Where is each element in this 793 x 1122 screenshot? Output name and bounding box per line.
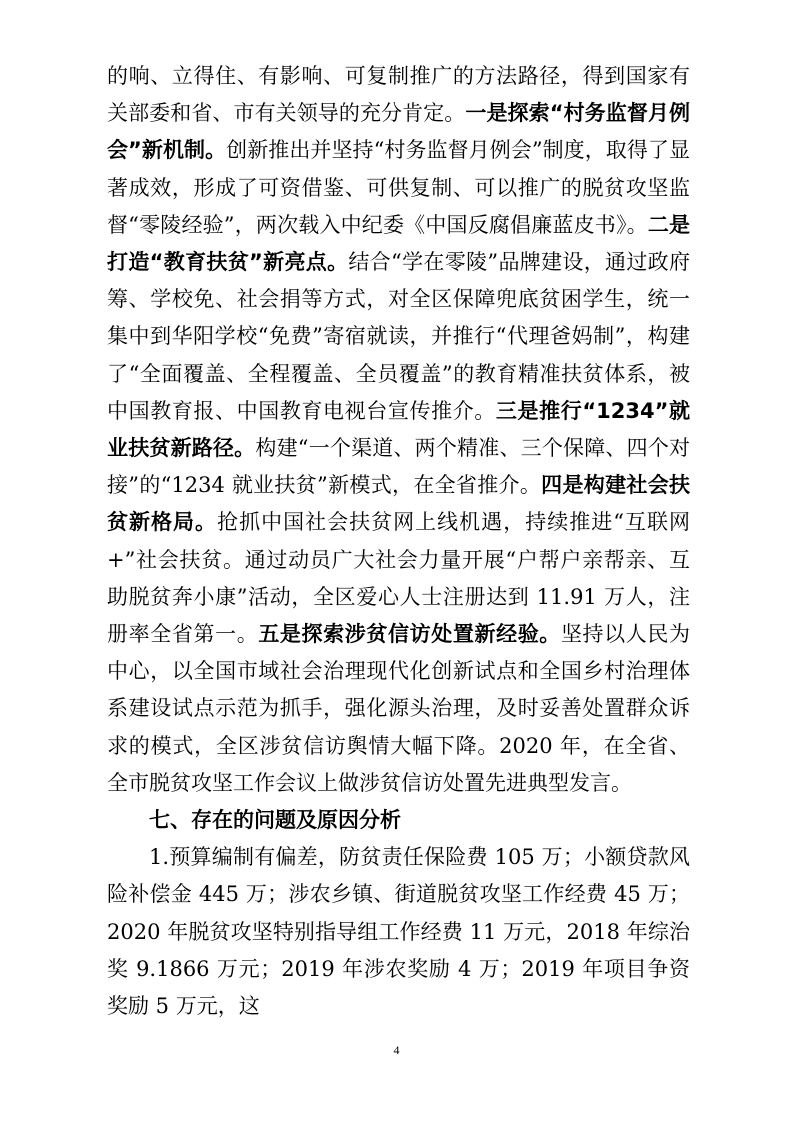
text-run: 创新推出并坚持“村务监督月例会”制度，取得了显著成效，形成了可资借鉴、可供复制、可以推广的脱贫攻坚监督“零陵经验”，两次载入中纪委《中国反腐倡廉蓝皮书》。	[107, 138, 690, 237]
body-paragraph	[107, 58, 690, 802]
bold-lead-2: 二是打造“教育扶贫”新亮点。	[107, 212, 690, 275]
section-heading: 七、存在的问题及原因分析	[149, 808, 401, 833]
bold-lead-1: 一是探索“村务监督月例会”新机制。	[107, 101, 691, 163]
text-run: 构建“一个渠道、两个精准、三个保障、四个对接”的“1234 就业扶贫”新模式，在全省推介。	[107, 436, 691, 498]
body-paragraph-2: 1.预算编制有偏差，防贫责任保险费 105 万；小额贷款风险补偿金 445 万；涉农乡镇、街道脱贫攻坚工作经费 45 万；2020 年脱贫攻坚特别指导组工作经费 11 万元，2018 年综治奖 9.1866 万元；2019 年涉农奖励 4 万；2019 年项目争资奖励 5 万元，这	[107, 845, 690, 1019]
bold-lead-4: 四是构建社会扶贫新格局。	[107, 473, 690, 535]
text-run: 抢抓中国社会扶贫网上线机遇，持续推进“互联网+”社会扶贫。通过动员广大社会力量开展“户帮户亲帮亲、互助脱贫奔小康”活动，全区爱心人士注册达到 11.91 万人，注册率全省第一。	[107, 510, 691, 647]
page-number: 4	[393, 1043, 400, 1057]
text-run: 的响、立得住、有影响、可复制推广的方法路径，得到国家有关部委和省、市有关领导的充分肯定。	[107, 64, 690, 126]
document-body	[107, 58, 690, 1025]
text-run: 结合“学在零陵”品牌建设，通过政府筹、学校免、社会捐等方式，对全区保障兜底贫困学生，统一集中到华阳学校“免费”寄宿就读，并推行“代理爸妈制”，构建了“全面覆盖、全程覆盖、全员覆盖”的教育精准扶贫体系，被中国教育报、中国教育电视台宣传推介。	[107, 250, 690, 423]
bold-lead-5: 五是探索涉贫信访处置新经验。	[258, 622, 561, 647]
text-run: 坚持以人民为中心，以全国市域社会治理现代化创新试点和全国乡村治理体系建设试点示范为抓手，强化源头治理，及时妥善处置群众诉求的模式，全区涉贫信访舆情大幅下降。2020 年，在全省、全市脱贫攻坚工作会议上做涉贫信访处置先进典型发言。	[107, 622, 691, 795]
bold-lead-3: 三是推行“1234”就业扶贫新路径。	[107, 398, 690, 461]
